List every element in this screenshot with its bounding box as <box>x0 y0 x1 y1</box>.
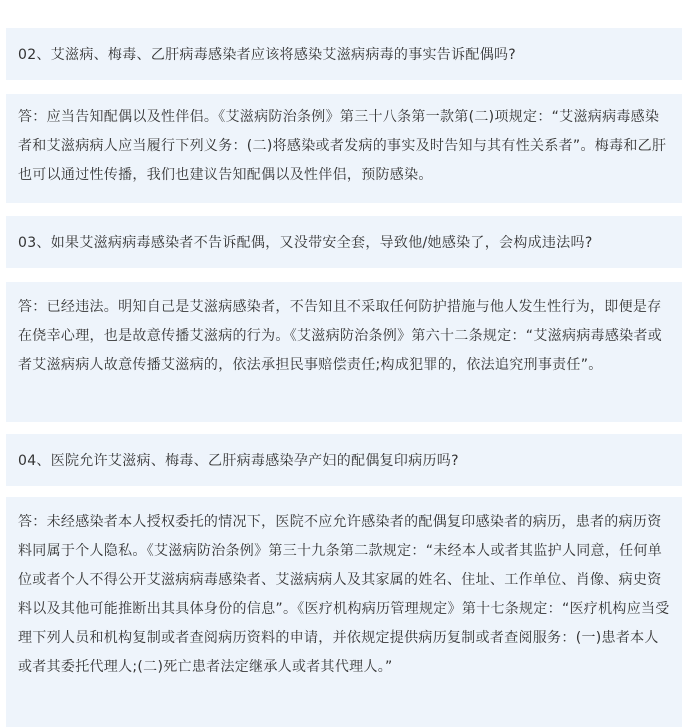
answer-block-02 <box>6 94 682 203</box>
answer-block-03 <box>6 282 682 422</box>
answer-text: 答：已经违法。明知自己是艾滋病感染者，不告知且不采取任何防护措施与他人发生性行为，即便是存在侥幸心理，也是故意传播艾滋病的行为。《艾滋病防治条例》第六十二条规定：“艾滋病病毒感染者或者艾滋病病人故意传播艾滋病的，依法承担民事赔偿责任;构成犯罪的，依法追究刑事责任”。 <box>18 299 663 373</box>
question-block-02 <box>6 28 682 80</box>
question-text: 02、艾滋病、梅毒、乙肝病毒感染者应该将感染艾滋病病毒的事实告诉配偶吗? <box>18 47 517 63</box>
answer-block-04 <box>6 497 682 727</box>
answer-text: 答：未经感染者本人授权委托的情况下，医院不应允许感染者的配偶复印感染者的病历，患者的病历资料同属于个人隐私。《艾滋病防治条例》第三十九条第二款规定：“未经本人或者其监护人同意，任何单位或者个人不得公开艾滋病病毒感染者、艾滋病病人及其家属的姓名、住址、工作单位、肖像、病史资料以及其他可能推断出其具体身份的信息”。《医疗机构病历管理规定》第十七条规定：“医疗机构应当受理下列人员和机构复制或者查阅病历资料的申请，并依规定提供病历复制或者查阅服务：(一)患者本人或者其委托代理人;(二)死亡患者法定继承人或者其代理人。” <box>18 514 670 675</box>
answer-text: 答：应当告知配偶以及性伴侣。《艾滋病防治条例》第三十八条第一款第(二)项规定：“艾滋病病毒感染者和艾滋病病人应当履行下列义务：(二)将感染或者发病的事实及时告知与其有性关系者”。梅毒和乙肝也可以通过性传播，我们也建议告知配偶以及性伴侣，预防感染。 <box>18 109 667 183</box>
question-block-04 <box>6 434 682 486</box>
question-text: 04、医院允许艾滋病、梅毒、乙肝病毒感染孕产妇的配偶复印病历吗? <box>18 453 459 469</box>
question-block-03 <box>6 216 682 268</box>
question-text: 03、如果艾滋病病毒感染者不告诉配偶，又没带安全套，导致他/她感染了，会构成违法吗? <box>18 235 593 251</box>
